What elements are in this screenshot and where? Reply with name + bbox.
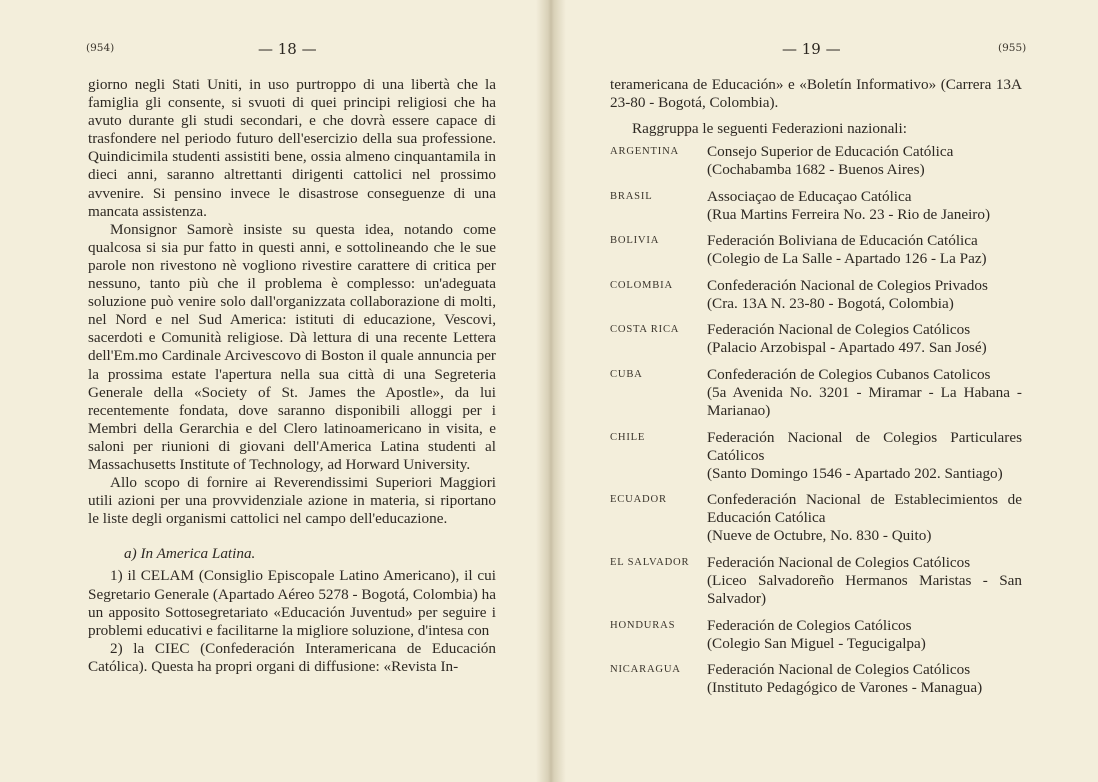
- federation-name: Federación Nacional de Colegios Particulares Católicos: [707, 428, 1022, 464]
- federation-address: (Liceo Salvadoreño Hermanos Maristas - San Salvador): [707, 572, 1022, 608]
- federation-country: BRASIL: [610, 190, 653, 202]
- right-text-block: [610, 76, 1022, 138]
- federation-name: Associaçao de Educaçao Católica: [707, 187, 912, 205]
- federation-row: [610, 617, 1022, 653]
- federation-address: (Colegio San Miguel - Tegucigalpa): [707, 634, 926, 652]
- federation-row: [610, 366, 1022, 420]
- federation-country: COLOMBIA: [610, 279, 673, 291]
- federation-row: [610, 554, 1022, 608]
- federation-name: Federación Nacional de Colegios Católicos: [707, 321, 971, 339]
- left-page-number: — 18 —: [258, 40, 317, 58]
- federation-name: Federación Boliviana de Educación Católica: [707, 232, 978, 250]
- left-text-block: [88, 76, 496, 676]
- federation-address: (Rua Martins Ferreira No. 23 - Rio de Janeiro): [707, 205, 991, 223]
- federation-country: CHILE: [610, 431, 646, 443]
- right-folio: (955): [998, 42, 1027, 54]
- right-page-number: — 19 —: [782, 40, 841, 58]
- federation-row: [610, 188, 1022, 224]
- federation-row: [610, 143, 1022, 179]
- paragraph-3: Allo scopo di fornire ai Reverendissimi Superiori Maggiori utili azioni per una provvidenziale azione in materia, si riportano le liste degli organismi cattolici nel campo dell'educazione.: [88, 474, 496, 528]
- federation-row: [610, 491, 1022, 545]
- list-item-2: 2) la CIEC (Confederación Interamericana de Educación Católica). Questa ha propri organi di diffusione: «Revista In-: [88, 639, 496, 675]
- federation-country: CUBA: [610, 368, 643, 380]
- federation-country: ECUADOR: [610, 494, 667, 506]
- federation-address: (Nueve de Octubre, No. 830 - Quito): [707, 527, 932, 545]
- federation-address: (Santo Domingo 1546 - Apartado 202. Santiago): [707, 464, 1003, 482]
- federation-row: [610, 277, 1022, 313]
- federation-country: BOLIVIA: [610, 235, 660, 247]
- federation-country: HONDURAS: [610, 619, 676, 631]
- paragraph-1: giorno negli Stati Uniti, in uso purtroppo di una libertà che la famiglia gli consente, si svuoti di quei principi religiosi che ha avuto durante gli studi secondari, e che dovrà essere capace di trasfondere nel periodo futuro dell'esercizio della sua professione. Quindicimila studenti assistiti bene, ossia almeno cinquantamila in dieci anni, saranno altrettanti dirigenti cattolici nel prossimo avvenire. Si pensino invece le disastrose conseguenze di una mancata assistenza.: [88, 76, 496, 220]
- federation-row: [610, 321, 1022, 357]
- section-heading: [88, 545, 496, 563]
- federation-address: (Cra. 13A N. 23-80 - Bogotá, Colombia): [707, 294, 954, 312]
- federation-name: Federación Nacional de Colegios Católicos: [707, 553, 971, 571]
- federation-name: Consejo Superior de Educación Católica: [707, 143, 954, 160]
- list-item-1: 1) il CELAM (Consiglio Episcopale Latino Americano), il cui Segretario Generale (Apartado Aéreo 5278 - Bogotá, Colombia) ha un apposito Sottosegretariato «Educación Juventud» per seguire i problemi educativi e facilitarne la migliore soluzione, d'intesa con: [88, 567, 496, 639]
- federation-country: ARGENTINA: [610, 146, 679, 157]
- federation-address: (Cochabamba 1682 - Buenos Aires): [707, 161, 925, 179]
- federation-name: Confederación Nacional de Establecimientos de Educación Católica: [707, 491, 1022, 527]
- federation-name: Confederación de Colegios Cubanos Catolicos: [707, 365, 991, 383]
- federation-row: [610, 661, 1022, 697]
- federation-country: NICARAGUA: [610, 664, 681, 676]
- continuation-text: teramericana de Educación» e «Boletín Informativo» (Carrera 13A 23-80 - Bogotá, Colombia).: [610, 76, 1022, 112]
- book-gutter: [536, 0, 566, 782]
- federation-country: COSTA RICA: [610, 324, 680, 336]
- left-folio: (954): [86, 42, 115, 54]
- federation-name: Federación Nacional de Colegios Católicos: [707, 661, 971, 679]
- federation-country: EL SALVADOR: [610, 556, 690, 568]
- federation-address: (Palacio Arzobispal - Apartado 497. San José): [707, 339, 987, 357]
- federation-row: [610, 232, 1022, 268]
- federation-address: (5a Avenida No. 3201 - Miramar - La Habana - Marianao): [707, 383, 1022, 420]
- federations-list: [610, 143, 1022, 706]
- federation-address: (Instituto Pedagógico de Varones - Managua): [707, 679, 983, 697]
- federation-address: (Colegio de La Salle - Apartado 126 - La Paz): [707, 250, 987, 268]
- section-label: a): [124, 545, 137, 563]
- paragraph-2: Monsignor Samorè insiste su questa idea, notando come qualcosa si sia pur fatto in questi anni, e sottolineando che le sue parole non rivestono nè vogliono rivestire carattere di critica per nessuno, tanto più che il problema è complesso: un'adeguata soluzione può venire solo dall'organizzata collaborazione di molti, nel Nord e nel Sud America: istituti di educazione, Vescovi, sacerdoti e Comunità religiose. Dà lettura di una recente Lettera dell'Em.mo Cardinale Arcivescovo di Boston il quale annuncia per la prossima estate l'apertura nella sua città di una Segreteria Generale della «Society of St. James the Apostle», da lui recentemente fondata, dove saranno disponibili alloggi per i Membri della Gerarchia e del Clero latinoamericano in visita, e saloni per riunioni di giovani dell'America Latina studenti al Massachusetts Institute of Technology, ad Horward University.: [88, 220, 496, 473]
- federations-intro: Raggruppa le seguenti Federazioni nazionali:: [632, 120, 907, 138]
- federation-name: Confederación Nacional de Colegios Privados: [707, 276, 988, 294]
- federation-row: [610, 429, 1022, 483]
- section-title: In America Latina.: [140, 545, 256, 563]
- federation-name: Federación de Colegios Católicos: [707, 616, 912, 634]
